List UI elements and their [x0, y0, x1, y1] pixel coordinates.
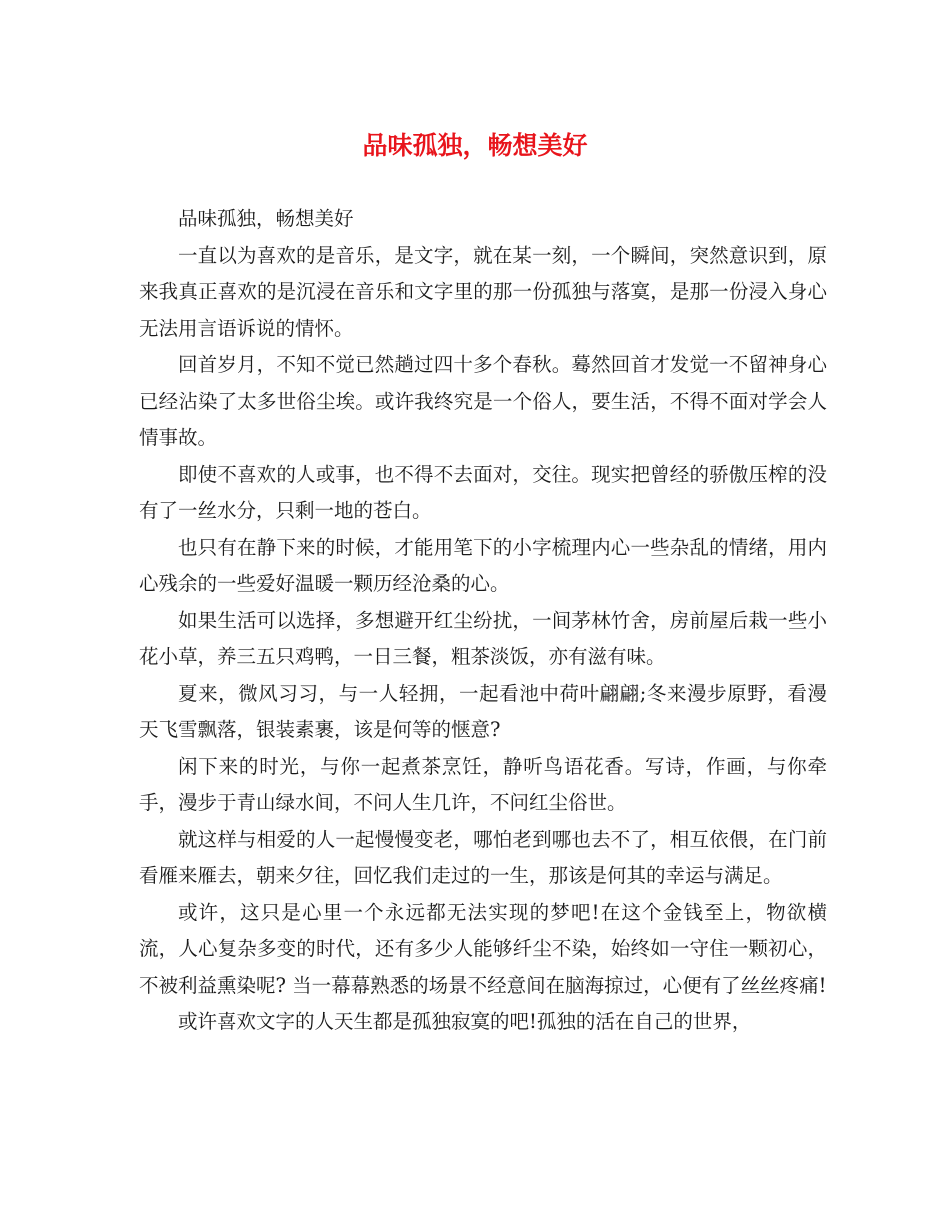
paragraph: 品味孤独，畅想美好 — [178, 207, 354, 230]
paragraph: 如果生活可以选择，多想避开红尘纷扰，一间茅林竹舍，房前屋后栽一些小花小草，养三五只鸡鸭，一日三餐，粗茶淡饭，亦有滋有味。 — [139, 608, 827, 668]
document-body — [139, 201, 827, 1041]
paragraph: 就这样与相爱的人一起慢慢变老，哪怕老到哪也去不了，相互依偎，在门前看雁来雁去，朝来夕往，回忆我们走过的一生，那该是何其的幸运与满足。 — [139, 827, 827, 887]
paragraph: 回首岁月，不知不觉已然趟过四十多个春秋。蓦然回首才发觉一不留神身心已经沾染了太多世俗尘埃。或许我终究是一个俗人，要生活，不得不面对学会人情事故。 — [139, 353, 827, 449]
paragraph: 或许，这只是心里一个永远都无法实现的梦吧!在这个金钱至上，物欲横流，人心复杂多变的时代，还有多少人能够纤尘不染，始终如一守住一颗初心，不被利益熏染呢? 当一幕幕熟悉的场景不经意间在脑海掠过，心便有了丝丝疼痛! — [139, 900, 827, 997]
paragraph: 闲下来的时光，与你一起煮茶烹饪，静听鸟语花香。写诗，作画，与你牵手，漫步于青山绿水间，不问人生几许，不问红尘俗世。 — [139, 754, 827, 814]
paragraph: 即使不喜欢的人或事，也不得不去面对，交往。现实把曾经的骄傲压榨的没有了一丝水分，只剩一地的苍白。 — [139, 462, 827, 522]
paragraph: 夏来，微风习习，与一人轻拥，一起看池中荷叶翩翩;冬来漫步原野，看漫天飞雪飘落，银装素裹，该是何等的惬意? — [139, 681, 827, 741]
paragraph: 一直以为喜欢的是音乐，是文字，就在某一刻，一个瞬间，突然意识到，原来我真正喜欢的是沉浸在音乐和文字里的那一份孤独与落寞，是那一份浸入身心无法用言语诉说的情怀。 — [139, 243, 827, 340]
paragraph: 或许喜欢文字的人天生都是孤独寂寞的吧!孤独的活在自己的世界， — [178, 1010, 752, 1033]
paragraph: 也只有在静下来的时候，才能用笔下的小字梳理内心一些杂乱的情绪，用内心残余的一些爱好温暖一颗历经沧桑的心。 — [139, 535, 827, 595]
document-title: 品味孤独，畅想美好 — [362, 131, 588, 160]
